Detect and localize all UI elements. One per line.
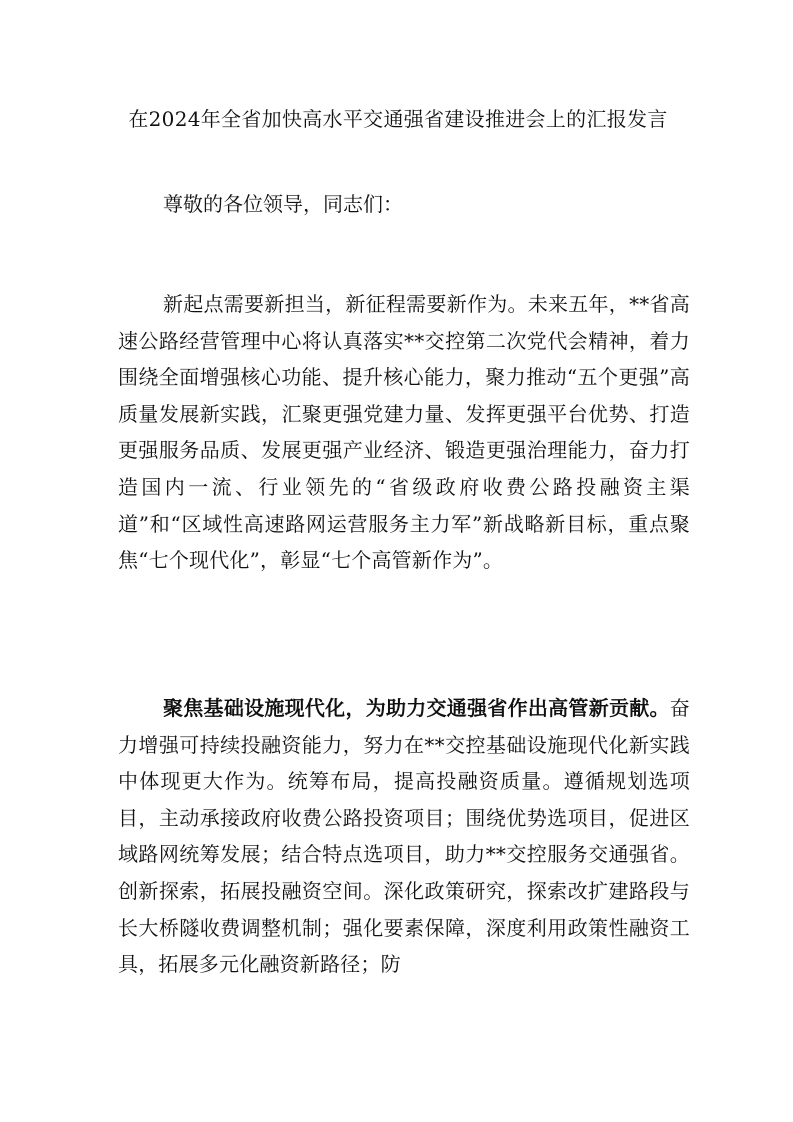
paragraph-1: 新起点需要新担当，新征程需要新作为。未来五年，**省高速公路经营管理中心将认真落实**交控第二次党代会精神，着力围绕全面增强核心功能、提升核心能力，聚力推动“五个更强”高质量发展新实践，汇聚更强党建力量、发挥更强平台优势、打造更强服务品质、发展更强产业经济、锻造更强治理能力，奋力打造国内一流、行业领先的“省级政府收费公路投融资主渠道”和“区域性高速路网运营服务主力军”新战略新目标，重点聚焦“七个现代化”，彰显“七个高管新作为”。: [118, 292, 690, 573]
paragraph-2: [118, 690, 690, 983]
salutation: 尊敬的各位领导，同志们：: [163, 192, 403, 216]
paragraph-2-heading: 聚焦基础设施现代化，为助力交通强省作出高管新贡献。: [163, 696, 670, 720]
document-title: 在2024年全省加快高水平交通强省建设推进会上的汇报发言: [128, 107, 668, 131]
paragraph-2-body: 奋力增强可持续投融资能力，努力在**交控基础设施现代化新实践中体现更大作为。统筹布局，提高投融资质量。遵循规划选项目，主动承接政府收费公路投资项目；围绕优势选项目，促进区域路网统筹发展；结合特点选项目，助力**交控服务交通强省。创新探索，拓展投融资空间。深化政策研究，探索改扩建路段与长大桥隧收费调整机制；强化要素保障，深度利用政策性融资工具，拓展多元化融资新路径；防: [118, 696, 690, 977]
